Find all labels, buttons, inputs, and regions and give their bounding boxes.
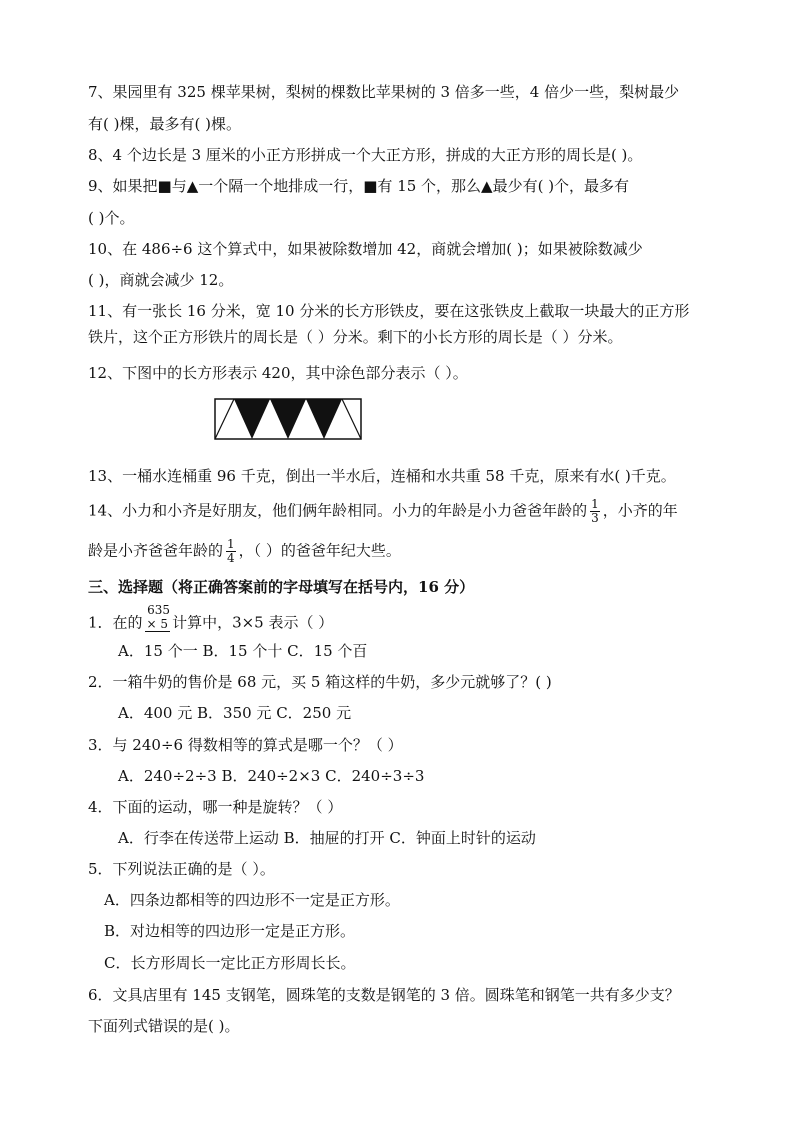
vertical-multiplication: 635 × 5 <box>146 603 171 631</box>
q14-line1 <box>88 498 678 525</box>
q11-line2: 铁片，这个正方形铁片的周长是（ ）分米。剩下的小长方形的周长是（ ）分米。 <box>88 328 623 346</box>
q14-line1-post: ，小齐的年 <box>602 501 678 520</box>
q14-line1-pre: 14、小力和小齐是好朋友，他们俩年龄相同。小力的年龄是小力爸爸年龄的 <box>88 501 588 520</box>
c2-options: A．400 元 B．350 元 C．250 元 <box>118 704 352 722</box>
q14-line2-post: ，（ ）的爸爸年纪大些。 <box>238 541 401 560</box>
c5-option-a: A．四条边都相等的四边形不一定是正方形。 <box>104 891 400 909</box>
q10-line2: ( )，商就会减少 12。 <box>88 271 234 289</box>
c1-options: A．15 个一 B．15 个十 C．15 个百 <box>118 642 368 660</box>
c1-question: 1．在的 635 × 5 计算中，3×5 表示（ ） <box>88 603 334 632</box>
c2-question: 2．一箱牛奶的售价是 68 元，买 5 箱这样的牛奶，多少元就够了？( ) <box>88 673 552 691</box>
q10-line1: 10、在 486÷6 这个算式中，如果被除数增加 42，商就会增加( )；如果被除数减少 <box>88 240 643 258</box>
q14-line2-pre: 龄是小齐爸爸年龄的 <box>88 541 224 560</box>
q8: 8、4 个边长是 3 厘米的小正方形拼成一个大正方形，拼成的大正方形的周长是( )。 <box>88 146 643 164</box>
c5-option-c: C．长方形周长一定比正方形周长长。 <box>104 954 356 972</box>
c3-options: A．240÷2÷3 B．240÷2×3 C．240÷3÷3 <box>118 767 425 785</box>
q7-line2: 有( )棵，最多有( )棵。 <box>88 115 241 133</box>
fraction-one-fourth: $\frac{1}{4}$ <box>227 537 235 565</box>
c6-line1: 6．文具店里有 145 支钢笔，圆珠笔的支数是钢笔的 3 倍。圆珠笔和钢笔一共有多少支？ <box>88 986 680 1004</box>
section3-title: 三、选择题（将正确答案前的字母填写在括号内，16 分） <box>88 578 475 596</box>
q9-line2: ( )个。 <box>88 209 135 227</box>
q14-line2 <box>88 538 401 565</box>
fraction-one-third: $\frac{1}{3}$ <box>591 497 599 525</box>
q13: 13、一桶水连桶重 96 千克，倒出一半水后，连桶和水共重 58 千克，原来有水( )千克。 <box>88 467 676 485</box>
c3-question: 3．与 240÷6 得数相等的算式是哪一个？（ ） <box>88 736 403 754</box>
c5-question: 5．下列说法正确的是（ ）。 <box>88 860 275 878</box>
shaded-rectangle-figure <box>214 398 364 442</box>
c6-line2: 下面列式错误的是( )。 <box>88 1017 240 1035</box>
q7-line1: 7、果园里有 325 棵苹果树，梨树的棵数比苹果树的 3 倍多一些，4 倍少一些，梨树最少 <box>88 83 680 101</box>
q9-line1: 9、如果把■与▲一个隔一个地排成一行，■有 15 个，那么▲最少有( )个，最多有 <box>88 177 630 195</box>
c4-question: 4．下面的运动，哪一种是旋转？（ ） <box>88 798 343 816</box>
c5-option-b: B．对边相等的四边形一定是正方形。 <box>104 922 356 940</box>
c4-options: A．行李在传送带上运动 B．抽屉的打开 C．钟面上时针的运动 <box>118 829 536 847</box>
q11-line1: 11、有一张长 16 分米，宽 10 分米的长方形铁皮，要在这张铁皮上截取一块最大的正方形 <box>88 302 690 320</box>
q12: 12、下图中的长方形表示 420，其中涂色部分表示（ ）。 <box>88 364 468 382</box>
